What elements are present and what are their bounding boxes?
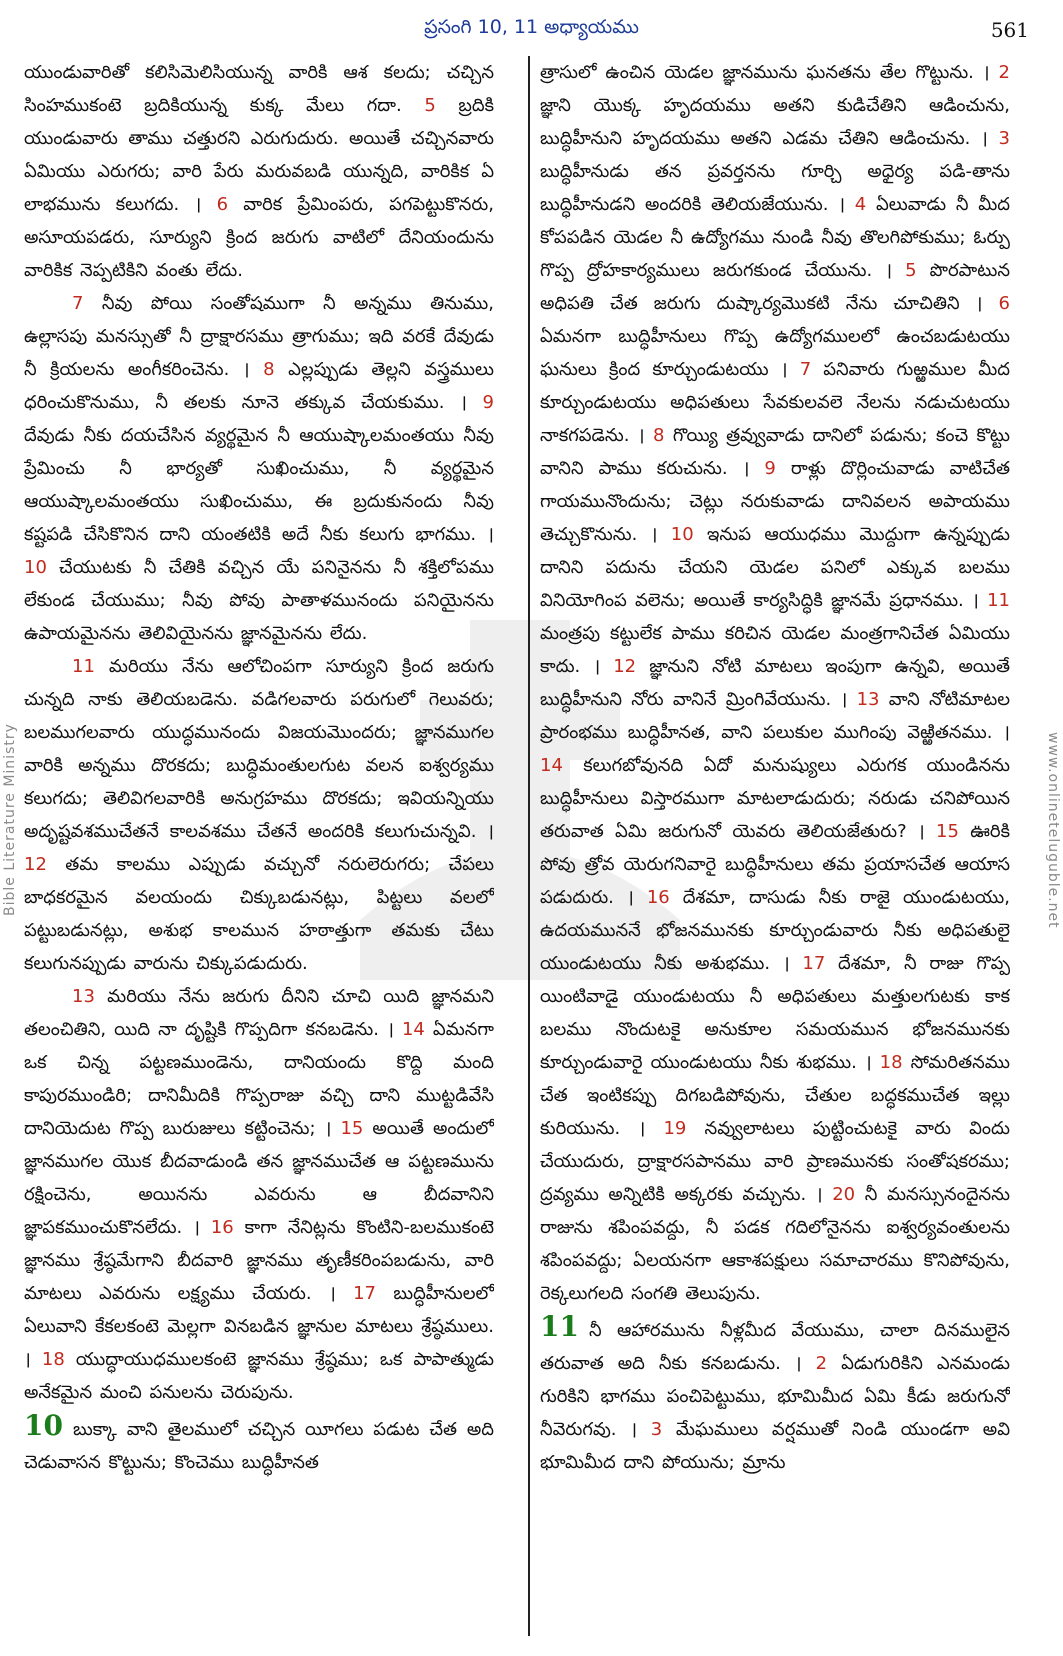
verse-number: 8 — [644, 425, 665, 446]
verse-text: కలుగబోవునది ఏదో మనుష్యులు ఎరుగక యుండినను బుద్ధిహీనులు విస్తారముగా మాటలాడుదురు; నరుడు చనిపోయిన తరువాత ఏమి జరుగునో యెవరు తెలియజేతురు? । — [540, 755, 1010, 842]
verse-number: 14 — [540, 755, 563, 776]
verse-text: అయితే అందులో జ్ఞానముగల యొక బీదవాడుండి తన జ్ఞానముచేత ఆ పట్టణమును రక్షించెను, అయినను ఎవరును ఆ బీదవానిని జ్ఞాపకముంచుకొనలేదు. । — [24, 1118, 494, 1238]
verse-number: 4 — [845, 194, 867, 215]
verse-text: మేఘములు వర్షముతో నిండి యుండగా అవి భూమిమీద దాని పోయును; మ్రాను — [540, 1419, 1010, 1473]
verse-text: దేవుడు నీకు దయచేసిన వ్యర్థమైన నీ ఆయుష్కాలమంతయు నీవు ప్రేమించు నీ భార్యతో సుఖించుము, నీ వ్యర్థమైన ఆయుష్కాలమంతయు సుఖించుము, ఈ బ్రదుకునందు నీవు కష్టపడి చేసికొనిన దాని యంతటికి అదే నీకు కలుగు భాగము. । — [24, 425, 494, 545]
verse-text: ఏడుగురికిని ఎనమండు గురికిని భాగము పంచిపెట్టుము, భూమిమీద ఏమి కీడు జరుగునో నీవెరుగవు. । — [540, 1353, 1010, 1440]
verse-number: 8 — [249, 359, 275, 380]
page-number: 561 — [990, 18, 1029, 42]
verse-text: పనివారు గుఱ్ఱముల మీద కూర్చుండుటయు అధిపతులు సేవకులవలె నేలను నడుచుటయు నాకగపడెను. । — [540, 359, 1010, 446]
verse-text: మంత్రపు కట్టులేక పాము కరిచిన యెడల మంత్రగానిచేత ఏమియు కాదు. । — [540, 623, 1010, 677]
verse-text: దేశమా, దాసుడు నీకు రాజై యుండుటయు, ఉదయముననే భోజనమునకు కూర్చుండువారు నీకు అధిపతులై యుండుటయు నీకు అశుభము. । — [540, 887, 1010, 974]
verse-text: ఏమనగా బుద్ధిహీనులు గొప్ప ఉద్యోగములలో ఉంచబడుటయు ఘనులు క్రింద కూర్చుండుటయు । — [540, 326, 1010, 380]
verse-text: బ్రదికి యుండువారు తాము చత్తురని ఎరుగుదురు. అయితే చచ్చినవారు ఏమియు ఎరుగరు; వారి పేరు మరువబడి యున్నది, వారికిక ఏ లాభమును కలుగదు. । — [24, 95, 494, 215]
verse-number: 13 — [72, 986, 95, 1007]
sidebar-left-label: Bible Literature Ministry — [2, 723, 18, 917]
verse-number: 16 — [633, 887, 670, 908]
verse-text: దేశమా, నీ రాజు గొప్ప యింటివాడై యుండుటయు నీ అధిపతులు మత్తులగుటకు కాక బలము నొందుటకై అనుకూల సమయమున భోజనమునకు కూర్చుండువారై యుండుటయు నీకు శుభము. । — [540, 953, 1010, 1073]
verse-number: 7 — [787, 359, 812, 380]
verse-text: మరియు నేను జరుగు దీనిని చూచి యిది జ్ఞానమని తలంచితిని, యిది నా దృష్టికి గొప్పదిగా కనబడెను. । — [24, 986, 494, 1040]
paragraph — [24, 650, 494, 980]
verse-number: 9 — [466, 392, 494, 413]
verse-number: 16 — [199, 1217, 234, 1238]
column-divider — [528, 56, 530, 1636]
verse-text: నీవు పోయి సంతోషముగా నీ అన్నము తినుము, ఉల్లాసపు మనస్సుతో నీ ద్రాక్షారసము త్రాగుము; ఇది వరకే దేవుడు నీ క్రియలను అంగీకరించెను. । — [24, 293, 494, 380]
verse-number: 6 — [201, 194, 229, 215]
chapter-paragraph — [540, 1310, 1010, 1479]
verse-text: జ్ఞాని యొక్క హృదయము అతని కుడిచేతిని ఆడించును, బుద్ధిహీనుని హృదయము అతని ఎడమ చేతిని ఆడించును. । — [540, 95, 1010, 149]
paragraph — [24, 980, 494, 1409]
verse-number: 17 — [335, 1283, 377, 1304]
verse-number: 18 — [30, 1349, 65, 1370]
verse-number: 3 — [987, 128, 1010, 149]
verse-text: యుద్ధాయుధములకంటె జ్ఞానము శ్రేష్ఠము; ఒక పాపాత్ముడు అనేకమైన మంచి పనులను చెరుపును. — [24, 1349, 494, 1403]
verse-text: తమ కాలము ఎప్పుడు వచ్చునో నరులెరుగరు; చేపలు బాధకరమైన వలయందు చిక్కుబడునట్లు, పిట్టలు వలలో పట్టుబడునట్లు, అశుభ కాలమున హఠాత్తుగా తమకు చేటు కలుగునప్పుడు వారును చిక్కుపడుదురు. — [24, 854, 494, 974]
verse-number: 11 — [978, 590, 1010, 611]
verse-number: 15 — [924, 821, 959, 842]
verse-text: ఇనుప ఆయుధము మొద్దుగా ఉన్నప్పుడు దానిని పదును చేయని యెడల పనిలో ఎక్కువ బలము వినియోగింప వలెను; అయితే కార్యసిద్ధికి జ్ఞానమే ప్రధానము. । — [540, 524, 1010, 611]
chapter-number: 11 — [540, 1310, 579, 1343]
verse-text: ఏమనగా ఒక చిన్న పట్టణముండెను, దానియందు కొద్ది మంది కాపురముండిరి; దానిమీదికి గొప్పరాజు వచ్చి దాని ముట్టడివేసి దానియెదుట గొప్ప బురుజులు కట్టించెను; । — [24, 1019, 494, 1139]
verse-text: త్రాసులో ఉంచిన యెడల జ్ఞానమును ఘనతను తేల గొట్టును. । — [540, 62, 990, 83]
verse-number: 3 — [637, 1419, 663, 1440]
verse-text: గొయ్యి త్రవ్వువాడు దానిలో పడును; కంచె కొట్టు వానిని పాము కరుచును. । — [540, 425, 1010, 479]
verse-number: 12 — [24, 854, 47, 875]
verse-number: 13 — [847, 689, 880, 710]
verse-text: నీ ఆహారమును నీళ్లమీద వేయుము, చాలా దినములైన తరువాత అది నీకు కనబడును. । — [540, 1320, 1010, 1374]
verse-text: వారిక ప్రేమింపరు, పగపెట్టుకొనరు, అసూయపడరు, సూర్యుని క్రింద జరుగు వాటిలో దేనియందును వారికిక నెప్పటికిని వంతు లేదు. — [24, 194, 494, 281]
verse-text: చేయుటకు నీ చేతికి వచ్చిన యే పనినైనను నీ శక్తిలోపము లేకుండ చేయుము; నీవు పోవు పాతాళమునందు పనియైనను ఉపాయమైనను తెలివియైనను జ్ఞానమైనను లేదు. — [24, 557, 494, 644]
verse-number: 5 — [424, 95, 436, 116]
verse-text: నీ మనస్సునందైనను రాజును శపింపవద్దు, నీ పడక గదిలోనైనను ఐశ్వర్యవంతులను శపింపవద్దు; ఏలయనగా ఆకాశపక్షులు సమాచారము కొనిపోవును, రెక్కలుగలది సంగతి తెలుపును. — [540, 1184, 1010, 1304]
verse-number: 2 — [989, 62, 1010, 83]
verse-text: వాని నోటిమాటల ప్రారంభము బుద్ధిహీనత, వాని పలుకుల ముగింపు వెఱ్ఱితనము. । — [540, 689, 1010, 743]
verse-number: 12 — [600, 656, 637, 677]
chapter-paragraph — [24, 1409, 494, 1479]
verse-number: 10 — [24, 557, 47, 578]
right-column — [540, 56, 1010, 1636]
sidebar-right-label: www.onlineteluguble.net — [1045, 731, 1061, 929]
verse-text: రాళ్లు దొర్లించువాడు వాటిచేత గాయమునొందును; చెట్లు నరుకువాడు దానివలన అపాయము తెచ్చుకొనును. । — [540, 458, 1010, 545]
verse-number: 19 — [645, 1118, 687, 1139]
verse-number: 9 — [749, 458, 776, 479]
verse-number: 10 — [657, 524, 694, 545]
running-head: ప్రసంగి 10, 11 అధ్యాయము — [424, 16, 639, 38]
verse-number: 6 — [982, 293, 1010, 314]
verse-number: 5 — [892, 260, 917, 281]
verse-text: ఊరికి పోవు త్రోవ యెరుగనివారై బుద్ధిహీనులు తమ ప్రయాసచేత ఆయాస పడుదురు. । — [540, 821, 1010, 908]
verse-text: యుండువారితో కలిసిమెలిసియున్న వారికి ఆశ కలదు; చచ్చిన సింహముకంటె బ్రదికియున్న కుక్క మేలు గదా. — [24, 62, 494, 116]
verse-text: సోమరితనము చేత ఇంటికప్పు దిగబడిపోవును, చేతుల బద్ధకముచేత ఇల్లు కురియును. । — [540, 1052, 1010, 1139]
verse-text: పొరపాటున అధిపతి చేత జరుగు దుష్కార్యమొకటి నేను చూచితిని । — [540, 260, 1010, 314]
verse-text: బుక్కా వాని తైలములో చచ్చిన యీగలు పడుట చేత అది చెడువాసన కొట్టును; కొంచెము బుద్ధిహీనత — [24, 1419, 494, 1473]
paragraph — [24, 56, 494, 287]
verse-number: 18 — [871, 1052, 903, 1073]
verse-text: ఎల్లప్పుడు తెల్లని వస్త్రములు ధరించుకొనుము, నీ తలకు నూనె తక్కువ చేయకుము. । — [24, 359, 494, 413]
paragraph — [540, 56, 1010, 1310]
verse-number: 11 — [72, 656, 95, 677]
verse-number: 7 — [72, 293, 84, 314]
page-header — [0, 0, 1063, 48]
verse-number: 2 — [801, 1353, 828, 1374]
verse-number: 17 — [789, 953, 826, 974]
verse-number: 14 — [393, 1019, 425, 1040]
verse-number: 20 — [822, 1184, 856, 1205]
verse-text: బుద్ధిహీనుడు తన ప్రవర్తనను గూర్చి అధైర్య పడి-తాను బుద్ధిహీనుడని అందరికి తెలియజేయును. । — [540, 161, 1010, 215]
paragraph — [24, 287, 494, 650]
verse-number: 15 — [331, 1118, 364, 1139]
verse-text: నవ్వులాటలు పుట్టించుటకై వారు విందు చేయుదురు, ద్రాక్షారసపానము వారి ప్రాణమునకు సంతోషకరము; ద్రవ్యము అన్నిటికి అక్కరకు వచ్చును. । — [540, 1118, 1010, 1205]
verse-text: ఏలువాడు నీ మీద కోపపడిన యెడల నీ ఉద్యోగము నుండి నీవు తొలగిపోకుము; ఓర్పు గొప్ప ద్రోహకార్యములు జరుగకుండ చేయును. । — [540, 194, 1010, 281]
verse-text: జ్ఞానుని నోటి మాటలు ఇంపుగా ఉన్నవి, అయితే బుద్ధిహీనుని నోరు వానినే మ్రింగివేయును. । — [540, 656, 1010, 710]
verse-text: బుద్ధిహీనులలో ఏలువాని కేకలకంటె మెల్లగా వినబడిన జ్ఞానుల మాటలు శ్రేష్ఠములు. । — [24, 1283, 494, 1370]
verse-text: కాగా నేనిట్లను కొంటిని-బలముకంటె జ్ఞానము శ్రేష్ఠమేగాని బీదవారి జ్ఞానము తృణీకరింపబడును, వారి మాటలు ఎవరును లక్ష్యము చేయరు. । — [24, 1217, 494, 1304]
chapter-number: 10 — [24, 1409, 63, 1442]
verse-text: మరియు నేను ఆలోచింపగా సూర్యుని క్రింద జరుగు చున్నది నాకు తెలియబడెను. వడిగలవారు పరుగులో గెలువరు; బలముగలవారు యుద్ధమునందు విజయమొందరు; జ్ఞానముగల వారికి అన్నము దొరకదు; బుద్ధిమంతులగుట వలన ఐశ్వర్యము కలుగదు; తెలివిగలవారికి అనుగ్రహము దొరకదు; ఇవియన్నియు అదృష్టవశముచేతనే కాలవశము చేతనే అందరికి కలుగుచున్నవి. । — [24, 656, 494, 842]
left-column — [24, 56, 494, 1636]
